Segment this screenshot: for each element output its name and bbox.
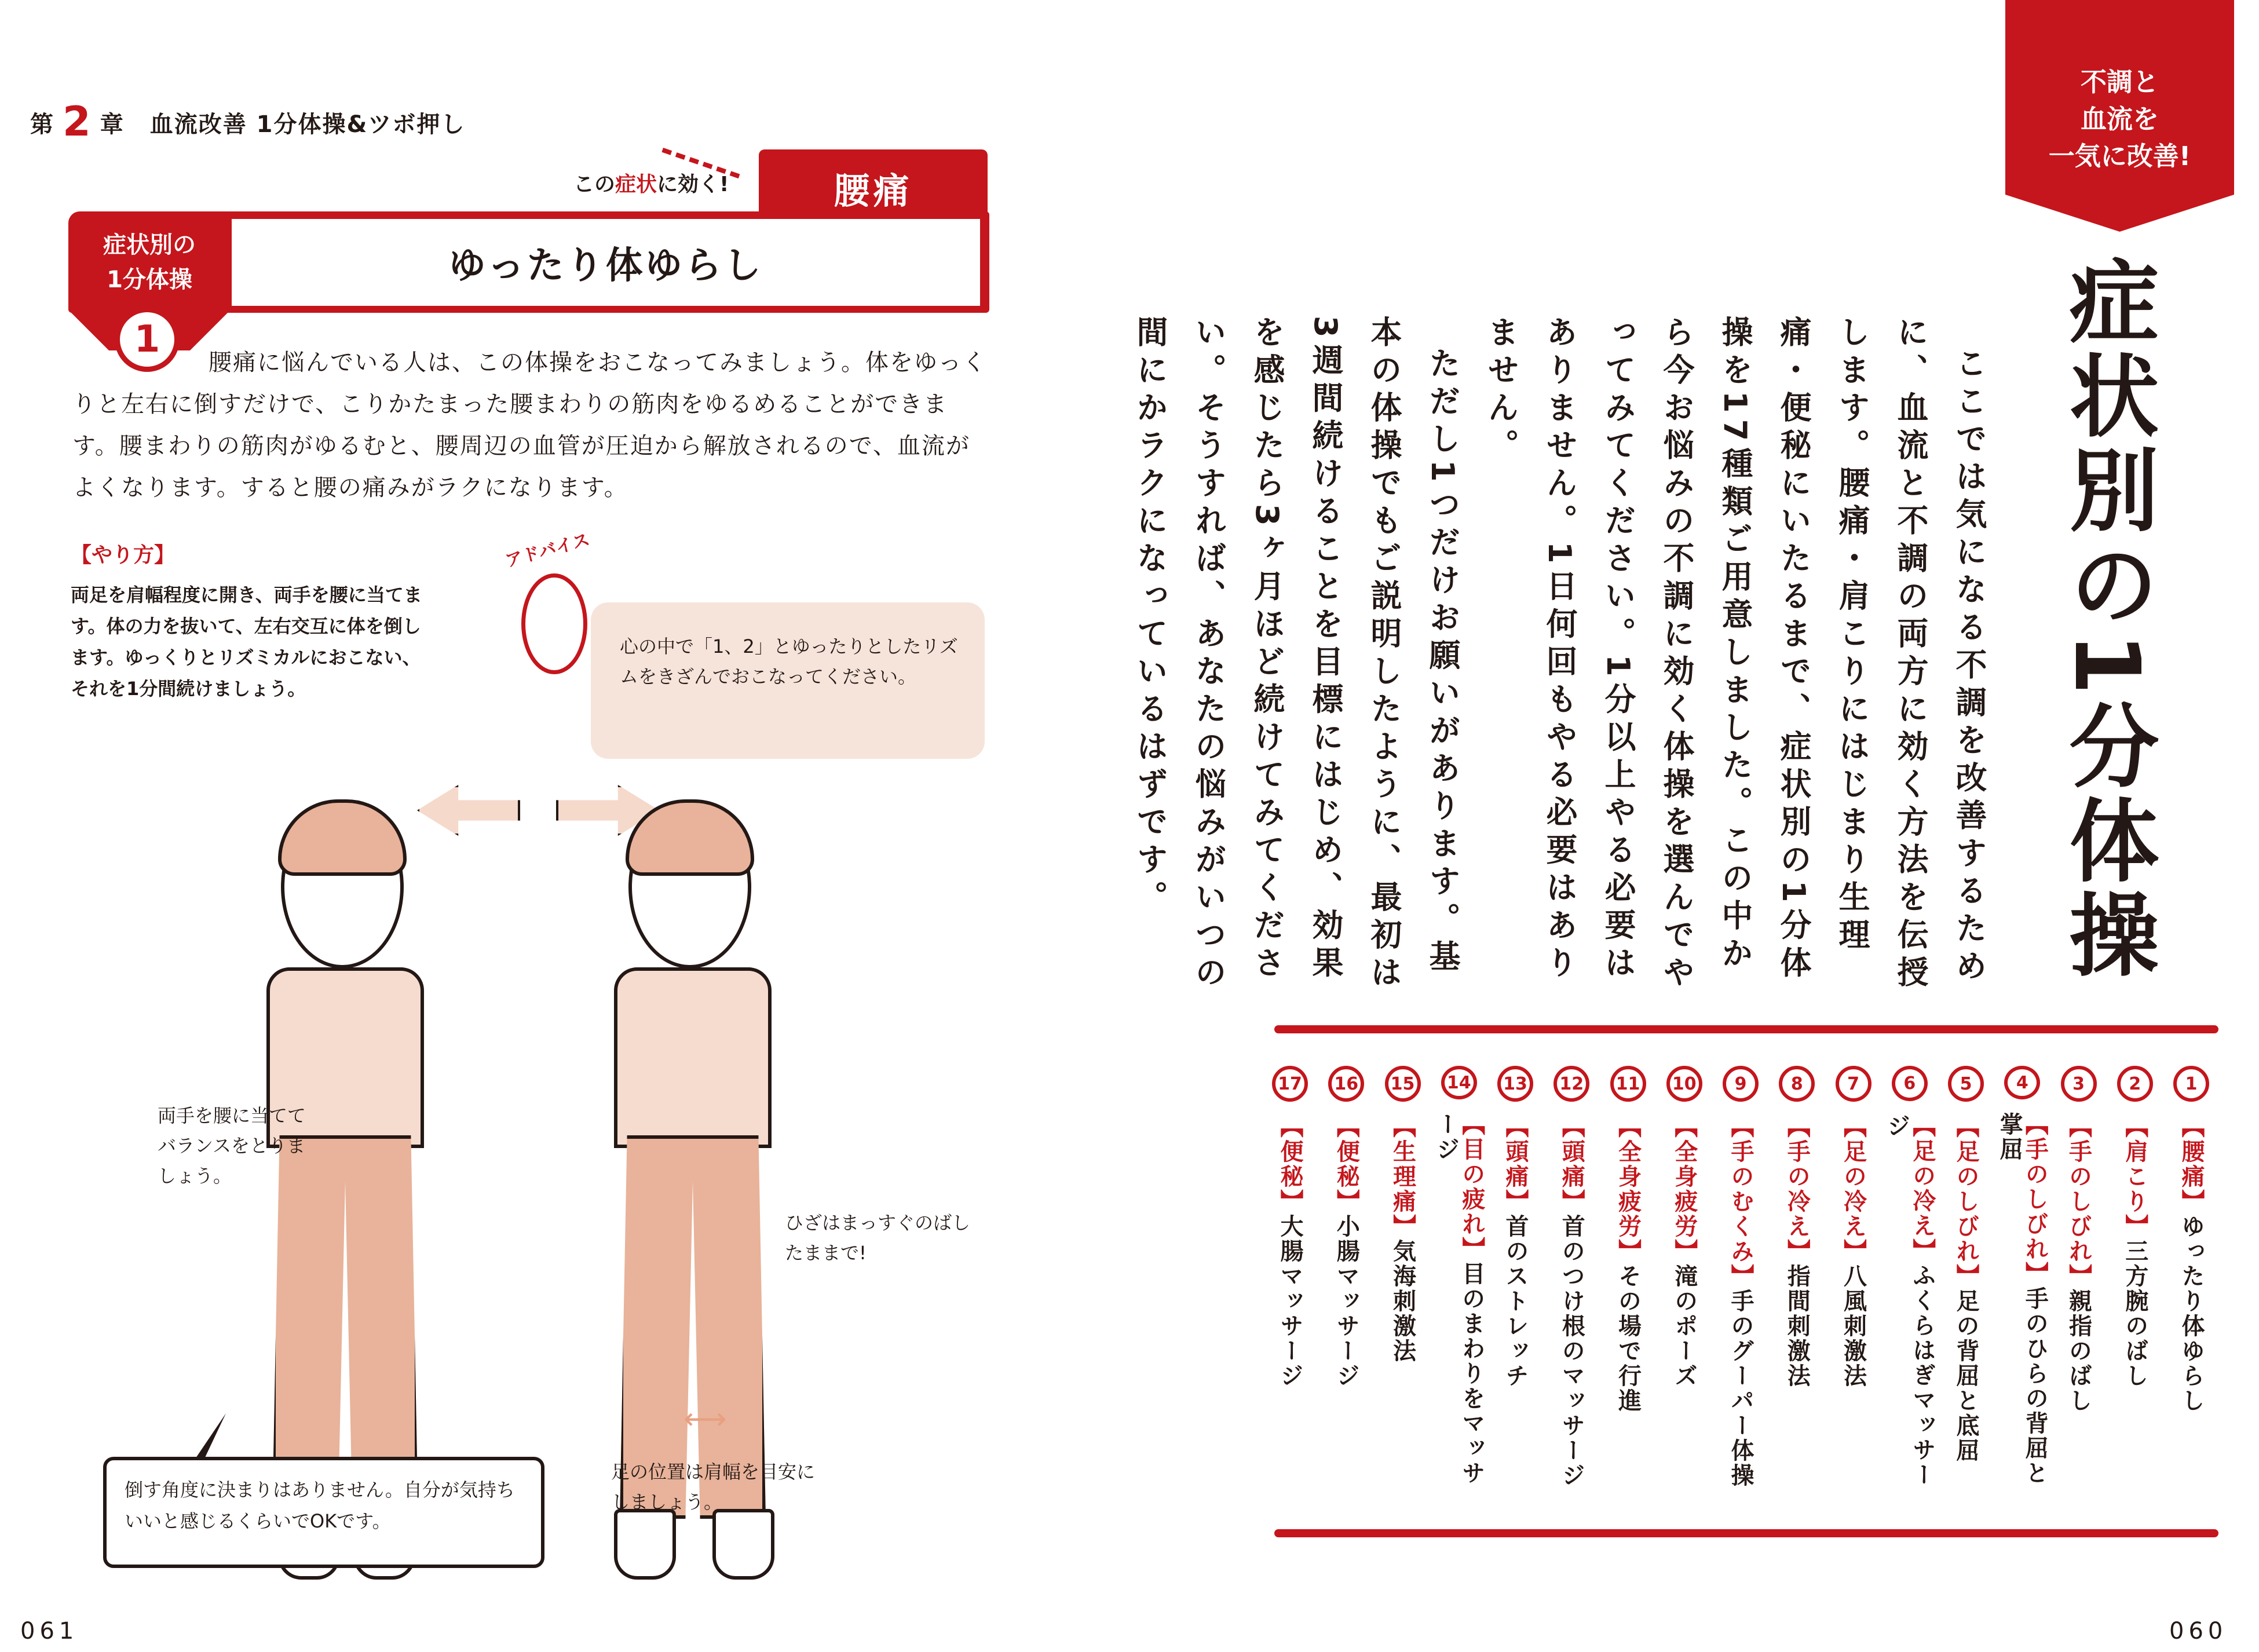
exercise-category: 【足の冷え】	[1909, 1114, 1936, 1264]
number-circle: 11	[1610, 1066, 1646, 1102]
exercise-name: 首のストレッチ	[1502, 1214, 1529, 1388]
chapter-header	[30, 98, 466, 145]
arrow-left-icon	[417, 785, 520, 836]
shoe-icon	[712, 1509, 774, 1580]
body-paragraph: ただし1つだけお願いがあります。基本の体操でもご説明したように、最初は3週間続けることを目標にはじめ、効果を感じたら3ヶ月ほど続けてみてください。そうすれば、あなたの悩みがいつの間にかラクになっているはずです。	[1132, 316, 1461, 993]
section-label	[68, 211, 231, 313]
chapter-prefix: 第	[30, 111, 54, 138]
exercise-item	[2055, 1066, 2103, 1506]
banner-text	[2005, 64, 2234, 175]
exercise-name: ゆったり体ゆらし	[2178, 1214, 2205, 1413]
exercise-item	[1322, 1066, 1370, 1506]
exercise-name: ふくらはぎマッサージ	[1883, 1114, 1936, 1488]
exercise-name: 小腸マッサージ	[1333, 1214, 1360, 1388]
number-circle: 14	[1441, 1066, 1477, 1099]
exercise-item	[1266, 1066, 1314, 1506]
note-knee: ひざはまっすぐのばしたままで!	[785, 1212, 971, 1264]
body-paragraph: ここでは気になる不調を改善するために、血流と不調の両方に効く方法を伝授します。腰痛・肩こりにはじまり生理痛・便秘にいたるまで、症状別の1分体操を17種類ご用意しました。この中から今お悩みの不調に効く体操を選んでやってみてください。1分以上やる必要はありません。1日何回もやる必要はありません。	[1483, 316, 1987, 993]
number-circle: 8	[1779, 1066, 1815, 1102]
exercise-category: 【全身疲労】	[1614, 1114, 1642, 1264]
number-circle: 15	[1385, 1066, 1421, 1102]
exercise-category: 【頭痛】	[1502, 1114, 1529, 1214]
number-circle: 6	[1892, 1066, 1928, 1101]
number-circle: 13	[1497, 1066, 1533, 1102]
section-label-line2: 1分体操	[107, 266, 192, 293]
exercise-category: 【生理痛】	[1389, 1114, 1416, 1239]
exercise-category: 【手のしびれ】	[2065, 1114, 2092, 1289]
section-label-line1: 症状別の	[103, 231, 196, 258]
exercise-item	[1604, 1066, 1653, 1506]
exercise-item	[1942, 1066, 1990, 1506]
exercise-name: 手のひらの背屈と掌屈	[1996, 1112, 2049, 1486]
exercise-item	[1432, 1066, 1485, 1506]
exercise-name: 大腸マッサージ	[1277, 1214, 1303, 1388]
advice-text: 心の中で「1、2」とゆったりとしたリズムをきざんでおこなってください。	[620, 635, 958, 688]
intro-paragraph: 腰痛に悩んでいる人は、この体操をおこなってみましょう。体をゆっくりと左右に倒すだけで、こりかたまった腰まわりの筋肉をゆるめることができます。腰まわりの筋肉がゆるむと、腰周辺の血管が圧迫から解放されるので、血流がよくなります。すると腰の痛みがラクになります。	[72, 349, 987, 501]
exercise-item	[2111, 1066, 2159, 1506]
note-feet: 足の位置は肩幅を目安にしましょう。	[611, 1461, 816, 1513]
page-title: 症状別の1分体操	[2055, 255, 2159, 983]
exercise-item	[1547, 1066, 1596, 1506]
exercise-name: 滝のポーズ	[1671, 1264, 1698, 1388]
exercise-category: 【足のしびれ】	[1953, 1114, 1979, 1289]
exercise-item	[1885, 1066, 1934, 1506]
effect-label-highlight: 症状	[615, 173, 657, 196]
effect-label-post: に効く!	[657, 173, 729, 196]
number-circle: 10	[1666, 1066, 1702, 1102]
symptom-tag: 腰痛	[759, 149, 988, 226]
divider-top	[1274, 1025, 2218, 1033]
exercise-category: 【腰痛】	[2178, 1114, 2205, 1214]
number-circle: 17	[1272, 1066, 1308, 1102]
divider-bottom	[1274, 1529, 2218, 1537]
page-number-right: 060	[2169, 1618, 2228, 1644]
body-text	[1132, 316, 1998, 999]
number-circle: 4	[2004, 1066, 2040, 1099]
number-circle: 1	[2173, 1066, 2209, 1102]
chapter-number: 2	[63, 98, 92, 145]
effect-label-pre: この	[573, 173, 616, 196]
exercise-name: 親指のばし	[2065, 1289, 2092, 1413]
exercise-item	[1491, 1066, 1540, 1506]
exercise-category: 【目の疲れ】	[1458, 1112, 1485, 1262]
exercise-number-badge: 1	[115, 307, 180, 372]
exercise-item	[1829, 1066, 1878, 1506]
banner-line1: 不調と	[2080, 67, 2159, 97]
exercise-title: ゆったり体ゆらし	[232, 219, 980, 306]
exercise-item	[1996, 1066, 2049, 1506]
exercise-name: 目のまわりをマッサージ	[1432, 1112, 1485, 1486]
howto-heading: 【やり方】	[71, 543, 176, 567]
chapter-title: 血流改善 1分体操&ツボ押し	[149, 111, 466, 138]
exercise-name: 手のグーパー体操	[1727, 1289, 1754, 1488]
exercise-item	[1772, 1066, 1821, 1506]
speech-bubble-text: 倒す角度に決まりはありません。自分が気持ちいいと感じるくらいでOKです。	[125, 1479, 515, 1532]
exercise-category: 【便秘】	[1277, 1114, 1303, 1214]
exercise-category: 【手のむくみ】	[1727, 1114, 1754, 1289]
shirt	[614, 967, 772, 1148]
exercise-name: その場で行進	[1614, 1264, 1642, 1413]
number-circle: 2	[2117, 1066, 2153, 1102]
note-balance: 両手を腰に当ててバランスをとりましょう。	[158, 1105, 306, 1187]
number-circle: 12	[1553, 1066, 1589, 1102]
exercise-category: 【便秘】	[1333, 1114, 1360, 1214]
exercise-item	[2167, 1066, 2216, 1506]
exercise-category: 【手のしびれ】	[2022, 1112, 2049, 1287]
exercise-item	[1379, 1066, 1427, 1506]
double-arrow-icon: ⟷	[683, 1402, 727, 1437]
number-circle: 5	[1948, 1066, 1984, 1102]
exercise-category: 【肩こり】	[2121, 1114, 2148, 1239]
exercise-name: 八風刺激法	[1840, 1264, 1867, 1388]
exercise-name: 足の背屈と底屈	[1953, 1289, 1979, 1463]
number-circle: 3	[2061, 1066, 2097, 1102]
exercise-category: 【全身疲労】	[1671, 1114, 1698, 1264]
advisor-avatar-icon	[521, 573, 587, 674]
shoe-icon	[614, 1509, 676, 1580]
exercise-item	[1660, 1066, 1709, 1506]
hair	[278, 799, 407, 876]
exercise-category: 【足の冷え】	[1840, 1114, 1867, 1264]
exercise-name: 首のつけ根のマッサージ	[1558, 1214, 1585, 1488]
number-circle: 16	[1328, 1066, 1364, 1102]
exercise-list	[1266, 1066, 2216, 1506]
exercise-name: 指間刺激法	[1783, 1264, 1811, 1388]
banner-line3: 一気に改善!	[2048, 141, 2191, 171]
advice-label: アドバイス	[503, 529, 593, 572]
effect-label	[573, 168, 729, 198]
exercise-category: 【手の冷え】	[1783, 1114, 1811, 1264]
howto-text: 両足を肩幅程度に開き、両手を腰に当てます。体の力を抜いて、左右交互に体を倒します。ゆっくりとリズミカルにおこない、それを1分間続けましょう。	[71, 584, 422, 700]
exercise-name: 三方腕のばし	[2121, 1239, 2148, 1388]
chapter-suffix: 章	[100, 111, 125, 138]
banner-line2: 血流を	[2080, 104, 2159, 134]
number-circle: 9	[1723, 1066, 1759, 1102]
number-circle: 7	[1836, 1066, 1871, 1102]
page-number-left: 061	[20, 1618, 79, 1644]
exercise-name: 気海刺激法	[1389, 1239, 1416, 1364]
exercise-item	[1716, 1066, 1765, 1506]
speech-bubble-tail	[174, 1413, 226, 1460]
exercise-category: 【頭痛】	[1558, 1114, 1585, 1214]
